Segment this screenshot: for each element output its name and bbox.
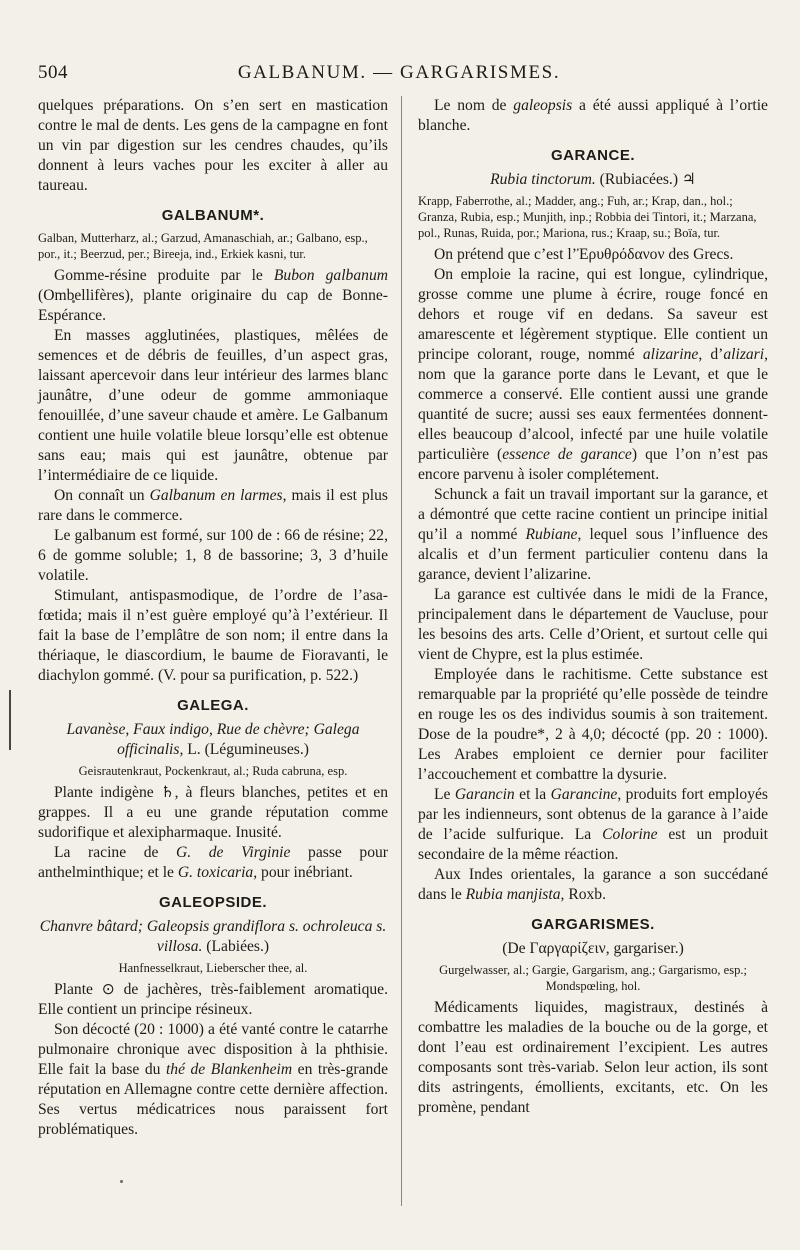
paragraph: Plante indigène ♄, à fleurs blanches, petites et en grappes. Il a eu une grande réputation comme sudorifique et alexipharmaque. Inusité. (38, 784, 388, 841)
entry-heading-garance: GARANCE. (550, 147, 635, 164)
paragraph (418, 265, 768, 485)
text: ) que l’on n’est pas encore parvenu à isoler complétement. (418, 446, 768, 483)
entry-heading-galeopside: GALEOPSIDE. (158, 894, 268, 911)
text: a été aussi appliqué à l’ortie blanche. (418, 97, 768, 134)
paragraph: La garance est cultivée dans le midi de la France, principalement dans le département de Vaucluse, pour les besoins des arts. Celle d’Orient, et surtout celle qui vient de Chypre, est la plus estimée. (418, 586, 768, 663)
paragraph: Employée dans le rachitisme. Cette substance est remarquable par la propriété qu’elle possède de teindre en rouge les os des individus soumis à son traitement. Dose de la poudre*, 2 à 4,0; décocté (pp. 20 : 1000). Les Arabes emploient ce dernier pour faciliter l’accouchement et combattre la dysurie. (418, 666, 768, 783)
italic-text: alizarine (642, 346, 699, 363)
text: Gomme-résine produite par le (54, 267, 274, 284)
subtitle-gargarismes: (De Γαργαρίζειν, gargariser.) (502, 940, 684, 957)
italic-text: Garancine (550, 786, 618, 803)
paragraph: Le galbanum est formé, sur 100 de : 66 de résine; 22, 6 de gomme soluble; 1, 8 de bassorine; 3, 3 d’huile volatile. (38, 527, 388, 584)
synonyms-gargarismes: Gurgelwasser, al.; Gargie, Gargarism, ang.; Gargarismo, esp.; Mondspœling, hol. (439, 963, 747, 993)
paragraph (418, 785, 768, 865)
synonyms-garance: Krapp, Faberrothe, al.; Madder, ang.; Fuh, ar.; Krap, dan., hol.; Granza, Rubia, esp.; Munjith, inp.; Robbia dei Tintori, it.; Marzana, pol., Runas, Ruida, por.; Mariona, rus.; Kraap, su.; Boïa, tur. (418, 194, 757, 240)
text: , produits fort employés par les indienneurs, sont obtenus de la garance à l’aide de l’acide sulfurique. La (418, 786, 768, 843)
paper-speck (120, 1180, 123, 1183)
continued-paragraph (418, 96, 768, 136)
text: (Labiées.) (202, 938, 270, 955)
text: en très-grande réputation en Allemagne contre cette dernière affection. Ses vertus médicatrices nous paraissent fort problématiques. (38, 1061, 388, 1138)
subtitle-galeopside (38, 917, 388, 957)
italic-text: Rubia manjista (465, 886, 561, 903)
italic-text: G. toxicaria (177, 864, 254, 881)
text: passe pour anthelminthique; et le (38, 844, 388, 881)
paragraph (38, 1020, 388, 1140)
italic-text: thé de Blankenheim (165, 1061, 293, 1078)
text: On emploie la racine, qui est longue, cylindrique, grosse comme une plume à écrire, rouge foncé en dehors et rouge vif en dedans. Sa saveur est amarescente et légèrement styptique. Elle contient un principe colorant, rouge, nommé (418, 266, 768, 363)
paragraph (418, 485, 768, 585)
text: et la (514, 786, 551, 803)
text: Aux Indes orientales, la garance a son succédané dans le (418, 866, 768, 903)
italic-text: alizari (723, 346, 765, 363)
paragraph (38, 486, 388, 526)
right-column (418, 96, 768, 1118)
italic-text: Lavanèse, Faux indigo, Rue de chèvre; Galega officinalis, (66, 721, 360, 758)
synonyms-galeopside: Hanfnesselkraut, Lieberscher thee, al. (118, 961, 308, 975)
text: , pour inébriant. (253, 864, 353, 881)
text: , d’ (698, 346, 724, 363)
italic-text: Rubiane (525, 526, 578, 543)
text: Le (434, 786, 455, 803)
italic-text: essence de garance (502, 446, 632, 463)
text: , mais il est plus rare dans le commerce. (38, 487, 388, 524)
italic-text: Bubon galbanum (273, 267, 388, 284)
paragraph (38, 843, 388, 883)
column-divider (401, 96, 402, 1206)
running-title: GALBANUM. — GARGARISMES. (237, 62, 561, 83)
paragraph: On prétend que c’est l’Ἐρυθρόδανον des Grecs. (434, 246, 734, 263)
synonyms-galega: Geisrautenkraut, Pockenkraut, al.; Ruda cabruna, esp. (78, 764, 348, 778)
left-column (38, 96, 388, 1140)
entry-heading-galega: GALEGA. (177, 697, 249, 714)
entry-heading-galbanum: GALBANUM*. (161, 207, 265, 224)
text: (Ombellifères), plante originaire du cap de Bonne-Espérance. (38, 287, 388, 324)
italic-text: Galbanum en larmes (149, 487, 283, 504)
italic-text: Rubia tinctorum. (490, 171, 596, 188)
text: La racine de (54, 844, 177, 861)
text: , nom que la garance porte dans le Levant, et que le commerce a conservé. Elle contient aussi une grande quantité de sucre; aussi ses eaux fermentées donnent-elles beaucoup d’alcool, infecté par une huile volatile particulière ( (418, 346, 768, 463)
text: L. (Légumineuses.) (183, 741, 309, 758)
text: Schunck a fait un travail important sur la garance, et a démontré que cette racine contient un principe initial qu’il a nommé (418, 486, 768, 543)
italic-text: Chanvre bâtard; Galeopsis grandiflora s. ochroleuca s. villosa. (39, 918, 387, 955)
page-header (38, 62, 760, 88)
margin-mark (9, 690, 11, 750)
paragraph: Médicaments liquides, magistraux, destinés à combattre les maladies de la bouche ou de la gorge, et dont l’eau est ordinairement l’excipient. Les autres composants sont très-variab. Selon leur action, ils sont dits astringents, émollients, excitants, etc. On les promène, pendant (418, 999, 768, 1116)
text: On connaît un (54, 487, 150, 504)
paragraph: Plante ⊙ de jachères, très-faiblement aromatique. Elle contient un principe résineux. (38, 981, 388, 1018)
text: , lequel sous l’influence des alcalis et d’un ferment particulier contenu dans la garance, devient l’alizarine. (418, 526, 768, 583)
synonyms-galbanum: Galban, Mutterharz, al.; Garzud, Amanaschiah, ar.; Galbano, esp., por., it.; Beerzud, per.; Bireeja, ind., Erkiek kasni, tur. (38, 231, 368, 261)
page-number: 504 (38, 62, 68, 83)
subtitle-galega (38, 720, 388, 760)
paragraph (38, 266, 388, 326)
italic-text: Colorine (602, 826, 658, 843)
text: est un produit secondaire de la même réaction. (418, 826, 768, 863)
continued-paragraph: quelques préparations. On s’en sert en mastication contre le mal de dents. Les gens de la campagne en font un vin par digestion sur les cendres chaudes, qu’ils donnent à leurs vaches pour les exciter à aller au taureau. (38, 97, 388, 194)
paragraph: Stimulant, antispasmodique, de l’ordre de l’asa-fœtida; mais il n’est guère employé qu’à l’extérieur. Il fait la base de l’emplâtre de son nom; il entre dans la thériaque, le diascordium, le baume de Fioravanti, le diachylon gommé. (V. pour sa purification, p. 522.) (38, 587, 388, 684)
text: Son décocté (20 : 1000) a été vanté contre le catarrhe pulmonaire chronique avec disposition à la phthisie. Elle fait la base du (38, 1021, 388, 1078)
text: , Roxb. (560, 886, 607, 903)
entry-heading-gargarismes: GARGARISMES. (531, 916, 655, 933)
text: (Rubiacées.) ♃ (595, 171, 696, 188)
subtitle-garance (418, 170, 768, 190)
italic-text: Garancin (454, 786, 515, 803)
text: Le nom de (434, 97, 514, 114)
italic-text: G. de Virginie (176, 844, 291, 861)
paragraph: En masses agglutinées, plastiques, mêlées de semences et de débris de feuilles, d’un aspect gras, laissant apercevoir dans leur intérieur des larmes blanc jaunâtre, d’une odeur de gomme ammoniaque fenouillée, d’une saveur chaude et amère. Le Galbanum contient une huile volatile bleue lorsqu’elle est obtenue sans eau; mais qui est jaunâtre, obtenue par l’intermédiaire de ce liquide. (38, 327, 388, 484)
italic-text: galeopsis (513, 97, 573, 114)
paragraph (418, 865, 768, 905)
